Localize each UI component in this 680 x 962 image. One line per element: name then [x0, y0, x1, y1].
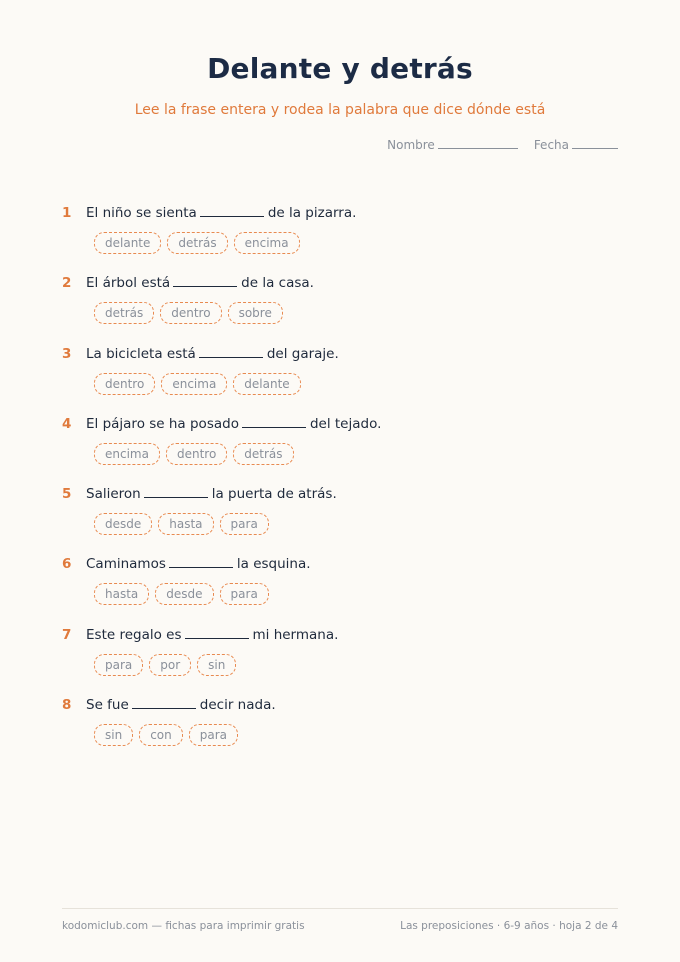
word-option[interactable]: delante: [233, 373, 300, 395]
exercise-item: [62, 416, 622, 486]
answer-blank[interactable]: [144, 496, 208, 498]
sentence-start: El niño se sienta: [86, 205, 197, 221]
answer-blank[interactable]: [199, 356, 263, 358]
exercise-item: [62, 627, 622, 697]
word-option[interactable]: hasta: [94, 583, 149, 605]
sentence-start: Salieron: [86, 486, 141, 503]
footer-page-info: Las preposiciones · 6-9 años · hoja 2 de 4: [400, 920, 618, 932]
instructions: Lee la frase entera y rodea la palabra que dice dónde está: [134, 102, 546, 118]
answer-options: [94, 583, 622, 605]
word-option[interactable]: desde: [155, 583, 213, 605]
exercise-sentence: [62, 627, 622, 649]
word-option[interactable]: para: [220, 513, 269, 535]
exercise-sentence: [62, 416, 622, 438]
exercise-sentence: [62, 205, 622, 227]
sentence-end: de la pizarra.: [267, 205, 357, 221]
exercise-item: [62, 346, 622, 416]
answer-blank[interactable]: [185, 637, 249, 639]
sentence-end: la puerta de atrás.: [211, 486, 337, 503]
name-label: Nombre: [387, 138, 435, 152]
sentence-start: Se fue: [86, 697, 129, 714]
page-title: Delante y detrás: [207, 52, 473, 85]
answer-options: [94, 654, 622, 676]
word-option[interactable]: para: [189, 724, 238, 746]
date-label: Fecha: [533, 138, 569, 152]
sentence-end: del tejado.: [309, 415, 382, 432]
exercise-item: [62, 697, 622, 767]
word-option[interactable]: detrás: [233, 443, 293, 465]
word-option[interactable]: encima: [161, 373, 227, 395]
exercise-number: 4: [62, 415, 72, 432]
word-option[interactable]: sin: [94, 724, 133, 746]
answer-options: [94, 443, 622, 465]
date-line[interactable]: [572, 147, 618, 149]
answer-options: [94, 513, 622, 535]
exercise-item: [62, 486, 622, 556]
exercise-item: [62, 275, 622, 345]
exercise-number: 2: [62, 275, 72, 292]
exercise-sentence: [62, 697, 622, 719]
sentence-end: del garaje.: [266, 345, 339, 362]
exercise-sentence: [62, 346, 622, 368]
sentence-end: la esquina.: [236, 556, 311, 573]
footer-source: kodomiclub.com — fichas para imprimir gratis: [62, 920, 305, 932]
exercise-sentence: [62, 486, 622, 508]
sentence-start: Caminamos: [86, 556, 166, 573]
word-option[interactable]: para: [94, 654, 143, 676]
word-option[interactable]: dentro: [166, 443, 227, 465]
name-line[interactable]: [438, 147, 518, 149]
word-option[interactable]: detrás: [167, 232, 227, 254]
answer-options: [94, 302, 622, 324]
word-option[interactable]: dentro: [94, 373, 155, 395]
exercise-number: 5: [62, 486, 72, 503]
answer-blank[interactable]: [173, 285, 237, 287]
footer: [62, 920, 618, 932]
answer-options: [94, 232, 622, 254]
answer-options: [94, 373, 622, 395]
sentence-end: mi hermana.: [252, 626, 339, 643]
answer-blank[interactable]: [242, 426, 306, 428]
sentence-end: decir nada.: [199, 697, 276, 714]
word-option[interactable]: encima: [94, 443, 160, 465]
word-option[interactable]: con: [139, 724, 183, 746]
word-option[interactable]: sin: [197, 654, 236, 676]
exercise-list: [62, 205, 622, 767]
word-option[interactable]: hasta: [158, 513, 213, 535]
word-option[interactable]: encima: [234, 232, 300, 254]
sentence-start: El árbol está: [86, 275, 171, 292]
sentence-end: de la casa.: [241, 275, 314, 292]
word-option[interactable]: dentro: [160, 302, 221, 324]
name-date-fields: [387, 138, 618, 152]
answer-blank[interactable]: [132, 707, 196, 709]
exercise-item: [62, 556, 622, 626]
word-option[interactable]: sobre: [228, 302, 283, 324]
answer-blank[interactable]: [169, 566, 233, 568]
exercise-number: 7: [62, 626, 72, 643]
exercise-item: [62, 205, 622, 275]
exercise-number: 8: [62, 697, 72, 714]
footer-divider: [62, 908, 618, 909]
answer-options: [94, 724, 622, 746]
sentence-start: El pájaro se ha posado: [86, 415, 239, 432]
sentence-start: La bicicleta está: [86, 345, 196, 362]
word-option[interactable]: delante: [94, 232, 161, 254]
exercise-sentence: [62, 556, 622, 578]
exercise-number: 3: [62, 345, 72, 362]
word-option[interactable]: para: [220, 583, 269, 605]
sentence-start: Este regalo es: [86, 626, 182, 643]
exercise-sentence: [62, 275, 622, 297]
word-option[interactable]: desde: [94, 513, 152, 535]
word-option[interactable]: detrás: [94, 302, 154, 324]
exercise-number: 6: [62, 556, 72, 573]
answer-blank[interactable]: [200, 215, 264, 217]
exercise-number: 1: [62, 205, 72, 221]
word-option[interactable]: por: [149, 654, 191, 676]
